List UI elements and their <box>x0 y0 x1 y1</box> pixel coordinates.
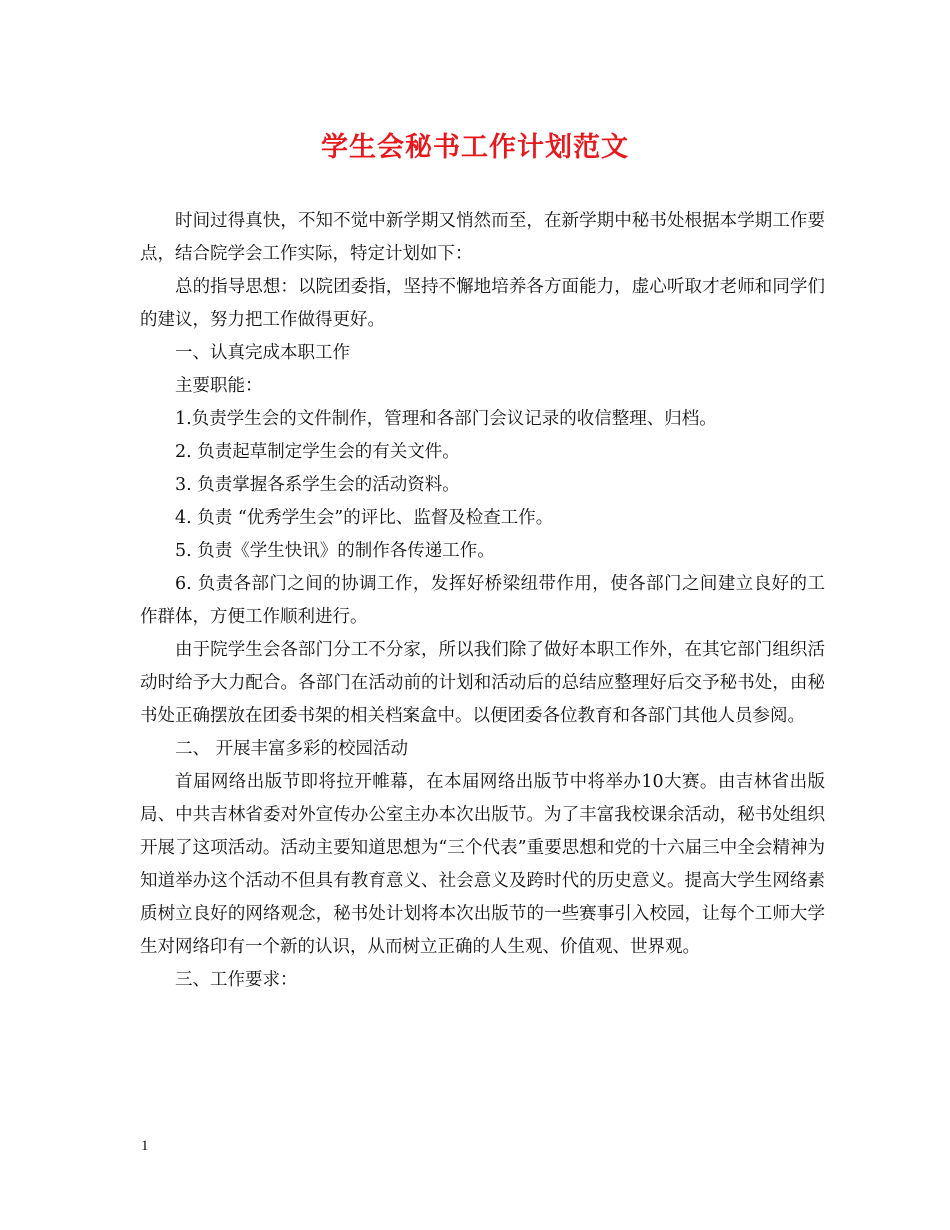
paragraph-guiding-thought: 总的指导思想：以院团委指，坚持不懈地培养各方面能力，虚心听取才老师和同学们的建议，努力把工作做得更好。 <box>140 277 825 330</box>
document-title: 学生会秘书工作计划范文 <box>321 132 629 163</box>
section-heading-2: 二、 开展丰富多彩的校园活动 <box>175 739 409 759</box>
list-item-1: 1.负责学生会的文件制作，管理和各部门会议记录的收信整理、归档。 <box>175 409 717 429</box>
section-heading-3: 三、工作要求： <box>175 970 298 990</box>
paragraph-main-duties: 主要职能： <box>175 376 263 396</box>
section-heading-1: 一、认真完成本职工作 <box>175 343 350 363</box>
page-number: 1 <box>141 1138 149 1154</box>
list-item-6: 6. 负责各部门之间的协调工作，发挥好桥梁纽带作用，使各部门之间建立良好的工作群体，方便工作顺利进行。 <box>140 574 825 627</box>
list-item-2: 2. 负责起草制定学生会的有关文件。 <box>175 442 460 462</box>
list-item-5: 5. 负责《学生快讯》的制作各传递工作。 <box>175 541 495 561</box>
list-item-3: 3. 负责掌握各系学生会的活动资料。 <box>175 475 460 495</box>
paragraph-publishing-festival: 首届网络出版节即将拉开帷幕，在本届网络出版节中将举办10大赛。由吉林省出版局、中共吉林省委对外宣传办公室主办本次出版节。为了丰富我校课余活动，秘书处组织开展了这项活动。活动主要知道思想为“三个代表”重要思想和党的十六届三中全会精神为知道举办这个活动不但具有教育意义、社会意义及跨时代的历史意义。提高大学生网络素质树立良好的网络观念，秘书处计划将本次出版节的一些赛事引入校园，让每个工师大学生对网络印有一个新的认识，从而树立正确的人生观、价值观、世界观。 <box>140 772 825 957</box>
document-body <box>140 205 825 997</box>
paragraph-cooperation: 由于院学生会各部门分工不分家，所以我们除了做好本职工作外，在其它部门组织活动时给予大力配合。各部门在活动前的计划和活动后的总结应整理好后交予秘书处，由秘书处正确摆放在团委书架的相关档案盒中。以便团委各位教育和各部门其他人员参阅。 <box>140 640 825 726</box>
paragraph-intro: 时间过得真快，不知不觉中新学期又悄然而至，在新学期中秘书处根据本学期工作要点，结合院学会工作实际，特定计划如下： <box>140 211 825 264</box>
list-item-4: 4. 负责 “优秀学生会”的评比、监督及检查工作。 <box>175 508 554 528</box>
